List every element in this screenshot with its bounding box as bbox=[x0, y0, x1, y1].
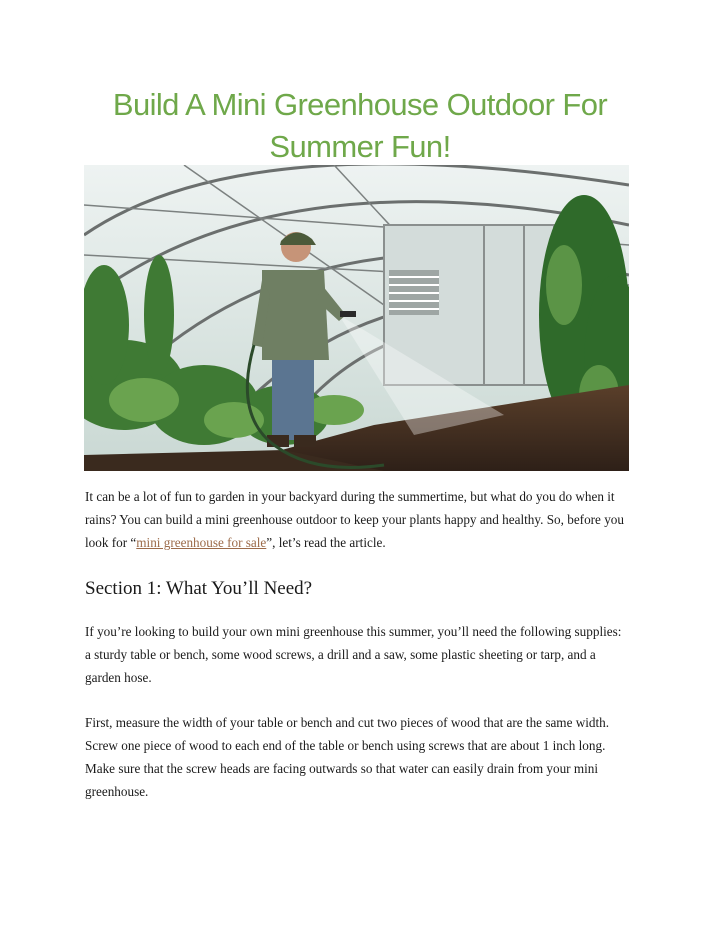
mini-greenhouse-for-sale-link[interactable]: mini greenhouse for sale bbox=[136, 535, 267, 550]
intro-text-before-link: It can be a lot of fun to garden in your backyard during the summertime, but what do you do when it rains? You can build a mini greenhouse outdoor to keep your plants happy and healthy. So, before you look for “ bbox=[85, 489, 624, 550]
instructions-paragraph: First, measure the width of your table or bench and cut two pieces of wood that are the same width. Screw one piece of wood to each end of the table or bench using screws that are about 1 inch long. Make sure that the screw heads are facing outwards so that water can easily drain from your mini greenhouse. bbox=[85, 715, 610, 799]
greenhouse-photo bbox=[84, 165, 629, 471]
intro-paragraph bbox=[85, 485, 630, 554]
supplies-paragraph: If you’re looking to build your own mini greenhouse this summer, you’ll need the following supplies: a sturdy table or bench, some wood screws, a drill and a saw, some plastic sheeting or tarp, and a garden hose. bbox=[85, 624, 622, 685]
section-1-heading: Section 1: What You’ll Need? bbox=[85, 578, 313, 599]
intro-text-after-link: ”, let’s read the article. bbox=[266, 535, 386, 550]
article-title: Build A Mini Greenhouse Outdoor For Summer Fun! bbox=[112, 87, 608, 164]
